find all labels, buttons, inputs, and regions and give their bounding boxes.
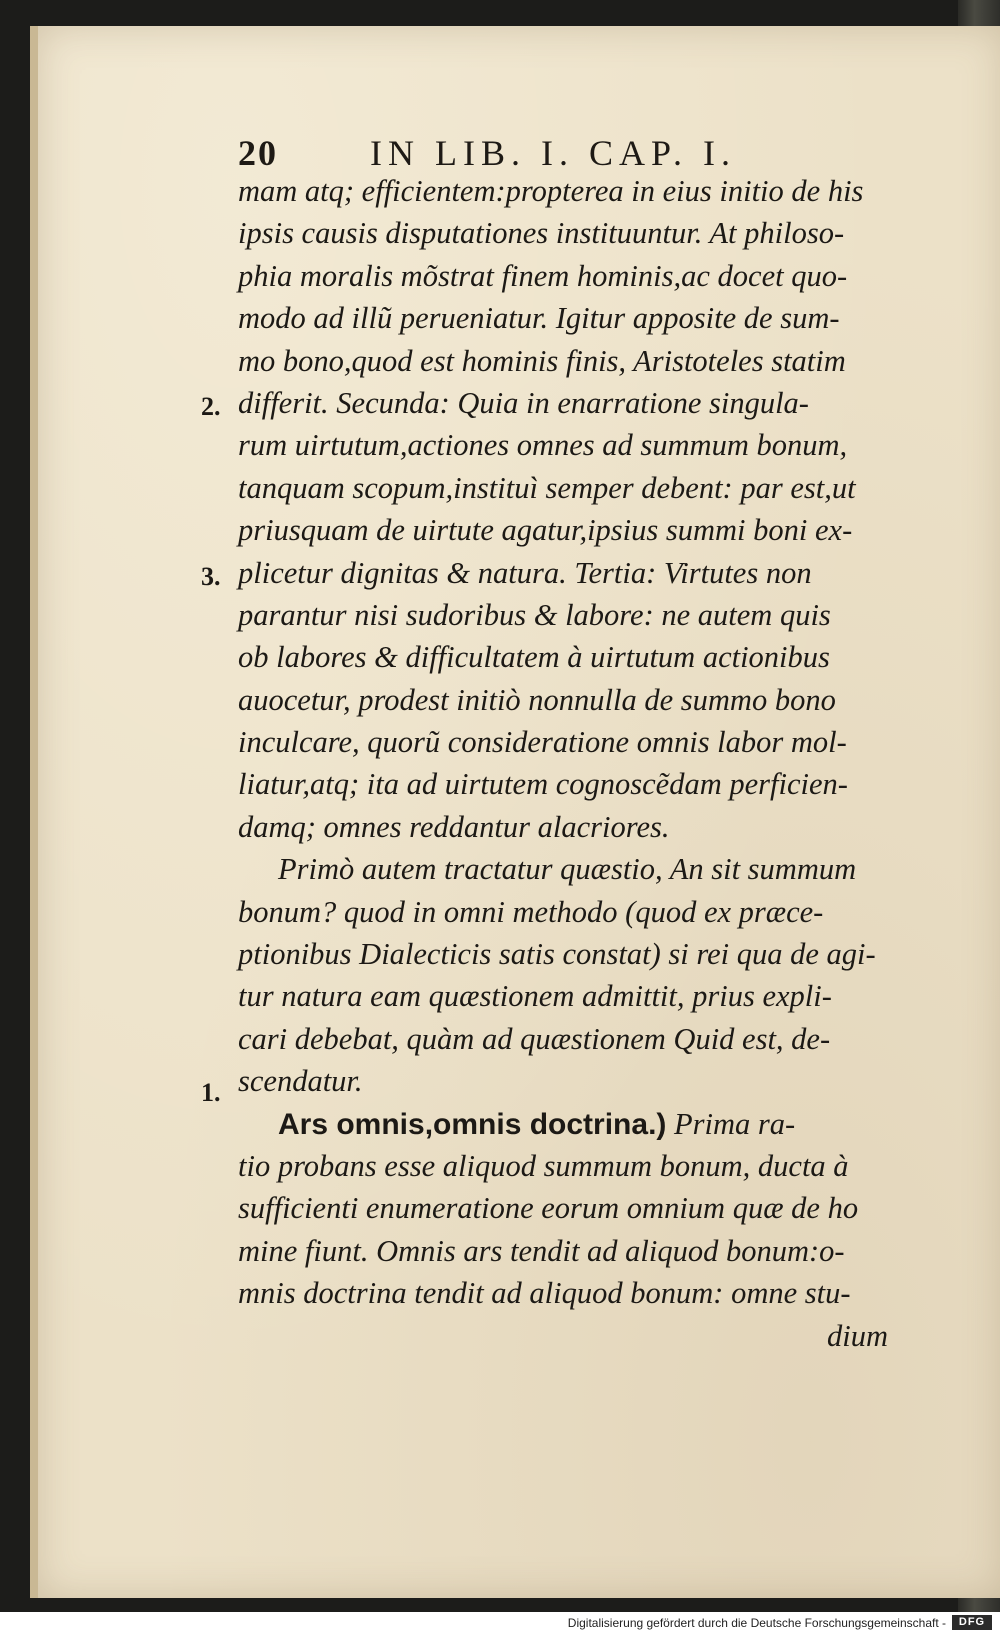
text-line: ob labores & difficultatem à uirtutum actionibus	[238, 640, 830, 675]
dfg-logo: DFG	[952, 1615, 992, 1630]
text-line: sufficienti enumeratione eorum omnium quæ de ho	[238, 1191, 859, 1226]
text-line: auocetur, prodest initiò nonnulla de summo bono	[238, 682, 836, 717]
main-text	[238, 170, 888, 1357]
text-line: phia moralis mõstrat finem hominis,ac docet quo-	[238, 258, 848, 293]
text-line: mnis doctrina tendit ad aliquod bonum: omne stu-	[238, 1276, 851, 1311]
lemma-line	[238, 1103, 888, 1145]
text-line: cari debebat, quàm ad quæstionem Quid est, de-	[238, 1021, 831, 1056]
page-number: 20	[238, 133, 278, 173]
text-line: tur natura eam quæstionem admittit, prius expli-	[238, 979, 832, 1014]
text-line: priusquam de uirtute agatur,ipsius summi boni ex-	[238, 513, 853, 548]
lemma-heading: Ars omnis,omnis doctrina.)	[278, 1107, 667, 1141]
margin-number-3: 3.	[201, 562, 221, 591]
running-head-title: IN LIB. I. CAP. I.	[370, 133, 736, 173]
text-line: tanquam scopum,instituì semper debent: par est,ut	[238, 470, 856, 505]
text-line: inculcare, quorũ consideratione omnis labor mol-	[238, 725, 847, 760]
text-line: bonum? quod in omni methodo (quod ex præce-	[238, 894, 824, 929]
margin-number-1: 1.	[201, 1078, 221, 1107]
text-line: parantur nisi sudoribus & labore: ne autem quis	[238, 597, 831, 632]
text-line: modo ad illũ perueniatur. Igitur apposite de sum-	[238, 301, 840, 336]
text-line: mam atq; efficientem:propterea in eius initio de his	[238, 174, 864, 208]
funding-credit: Digitalisierung gefördert durch die Deutsche Forschungsgemeinschaft -	[567, 1616, 946, 1630]
text-line: ipsis causis disputationes instituuntur. At philoso-	[238, 216, 845, 251]
margin-number-2: 2.	[201, 392, 221, 421]
text-line: rum uirtutum,actiones omnes ad summum bonum,	[238, 428, 848, 463]
text-line: scendatur.	[238, 1064, 363, 1099]
footer-bar	[0, 1612, 1000, 1635]
text-line: mine fiunt. Omnis ars tendit ad aliquod bonum:o-	[238, 1233, 845, 1268]
text-line: liatur,atq; ita ad uirtutem cognoscẽdam perficien-	[238, 767, 848, 802]
text-line: mo bono,quod est hominis finis, Aristoteles statim	[238, 343, 846, 378]
text-line: damq; omnes reddantur alacriores.	[238, 809, 670, 844]
lemma-first-line-rest: Prima ra-	[674, 1106, 796, 1141]
text-line: differit. Secunda: Quia in enarratione singula-	[238, 385, 809, 420]
catchword: dium	[827, 1318, 888, 1353]
text-line: tio probans esse aliquod summum bonum, ducta à	[238, 1148, 849, 1183]
text-line: Primò autem tractatur quæstio, An sit summum	[278, 852, 857, 887]
text-line: plicetur dignitas & natura. Tertia: Virtutes non	[238, 555, 812, 590]
text-line: ptionibus Dialecticis satis constat) si rei qua de agi-	[238, 937, 876, 972]
